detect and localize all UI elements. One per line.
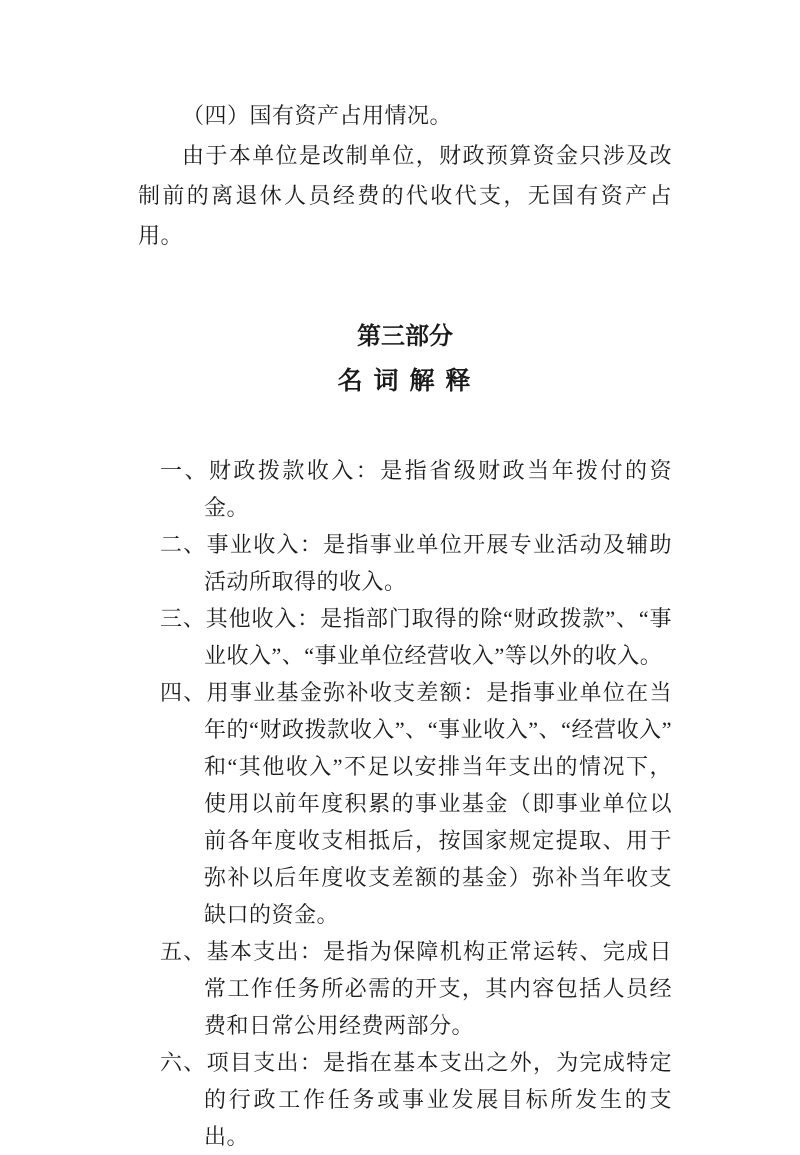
definition-text: 事业收入：是指事业单位开展专业活动及辅助活动所取得的收入。 (204, 532, 672, 594)
definition-marker: 三、 (160, 606, 206, 631)
paragraph-asset-occupancy-body: 由于本单位是改制单位，财政预算资金只涉及改制前的离退休人员经费的代收代支，无国有资产占用。 (138, 143, 672, 248)
definition-text: 用事业基金弥补收支差额：是指事业单位在当年的“财政拨款收入”、“事业收入”、“经营收入”和“其他收入”不足以安排当年支出的情况下，使用以前年度积累的事业基金（即事业单位以前各年度收支相抵后，按国家规定提取、用于弥补以后年度收支差额的基金）弥补当年收支缺口的资金。 (204, 680, 672, 927)
paragraph-asset-occupancy-heading: （四）国有资产占用情况。 (182, 103, 453, 128)
definition-marker: 二、 (160, 532, 207, 557)
definition-item-4 (138, 674, 672, 933)
definition-item-1 (138, 452, 672, 526)
definition-marker: 四、 (160, 680, 207, 705)
definition-item-3 (138, 600, 672, 674)
definition-marker: 一、 (160, 458, 209, 483)
section-title: 第三部分 (357, 323, 453, 350)
section-subtitle: 名 词 解 释 (337, 367, 473, 395)
definition-marker: 六、 (160, 1050, 207, 1075)
definition-item-6 (138, 1044, 672, 1155)
definition-text: 财政拨款收入：是指省级财政当年拨付的资金。 (204, 458, 672, 520)
definition-item-2 (138, 526, 672, 600)
definition-text: 其他收入：是指部门取得的除“财政拨款”、“事业收入”、“事业单位经营收入”等以外的收入。 (204, 606, 672, 668)
definition-text: 项目支出：是指在基本支出之外，为完成特定的行政工作任务或事业发展目标所发生的支出。 (204, 1050, 672, 1149)
definition-item-5 (138, 933, 672, 1044)
definition-text: 基本支出：是指为保障机构正常运转、完成日常工作任务所必需的开支，其内容包括人员经费和日常公用经费两部分。 (204, 939, 672, 1038)
definitions-list (138, 452, 672, 1155)
definition-marker: 五、 (160, 939, 207, 964)
